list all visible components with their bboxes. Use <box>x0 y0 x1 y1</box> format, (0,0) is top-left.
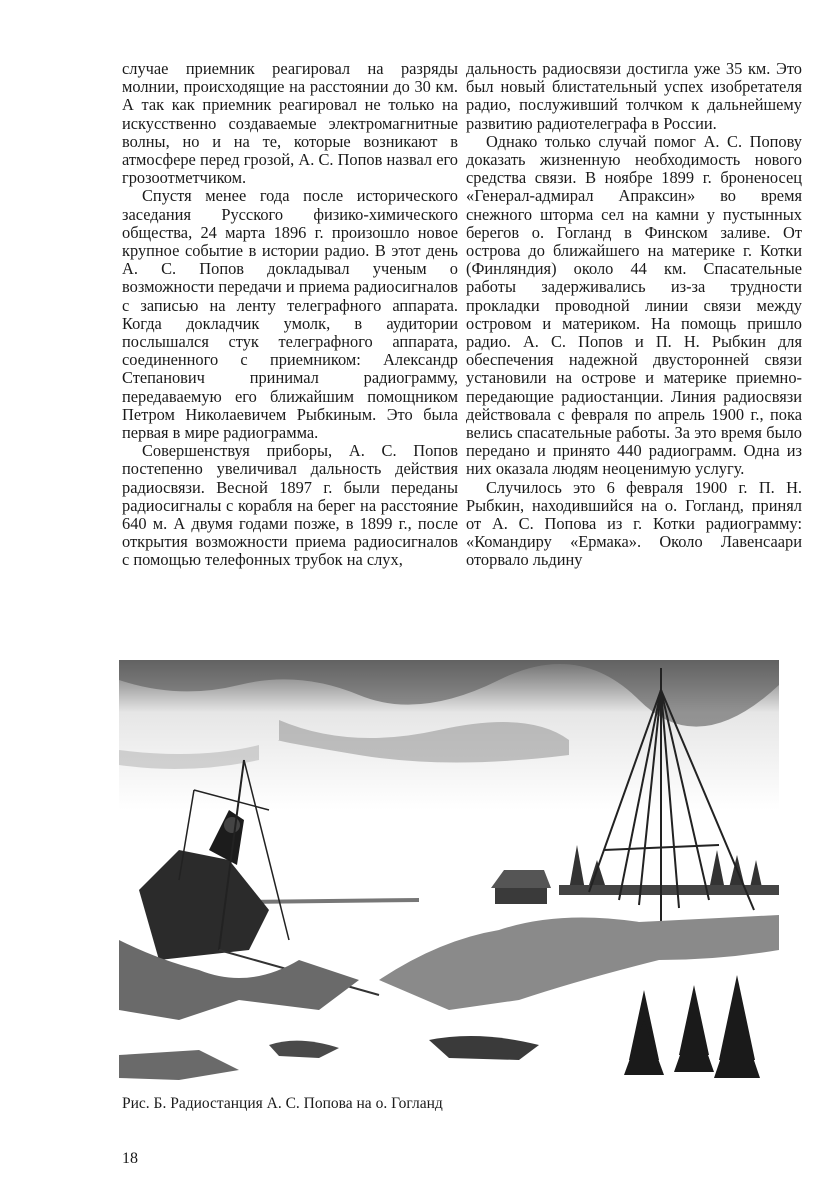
figure-caption: Рис. Б. Радиостанция А. С. Попова на о. Гогланд <box>122 1095 443 1112</box>
paragraph: Совершенствуя приборы, А. С. Попов постепенно увеличивал дальность действия радиосвязи. Весной 1897 г. были переданы радиосигналы с корабля на берег на расстояние 640 м. А двумя годами позже, в 1899 г., после открытия возможности приема радиосигналов с помощью телефонных трубок на слух, <box>122 441 458 570</box>
paragraph: случае приемник реагировал на разряды молнии, происходящие на расстоянии до 30 км. А так как приемник реагировал не только на искусственно создаваемые электромагнитные волны, но и на те, которые возникают в атмосфере перед грозой, А. С. Попов назвал его грозоотметчиком. <box>122 59 458 188</box>
page-number: 18 <box>122 1150 138 1167</box>
illustration-radio-station <box>119 660 779 1085</box>
paragraph: дальность радиосвязи достигла уже 35 км. Это был новый блистательный успех изобретателя радио, послуживший толчком к дальнейшему развитию радиотелеграфа в России. <box>466 59 802 133</box>
left-text-column <box>122 60 458 570</box>
paragraph: Случилось это 6 февраля 1900 г. П. Н. Рыбкин, находившийся на о. Гогланд, принял от А. С. Попова из г. Котки радиограмму: «Командиру «Ермака». Около Лавенсаари оторвало льдину <box>466 477 802 570</box>
paragraph: Спустя менее года после исторического заседания Русского физико-химического общества, 24 марта 1896 г. произошло новое крупное событие в истории радио. В этот день А. С. Попов докладывал ученым о возможности передачи и приема радиосигналов с записью на ленту телеграфного аппарата. Когда докладчик умолк, в аудитории послышался стук телеграфного аппарата, соединенного с приемником: Александр Степанович принимал радиограмму, передаваемую его ближайшим помощником Петром Николаевичем Рыбкиным. Это была первая в мире радиограмма. <box>122 186 458 443</box>
paragraph: Однако только случай помог А. С. Попову доказать жизненную необходимость нового средства связи. В ноябре 1899 г. броненосец «Генерал-адмирал Апраксин» во время снежного шторма сел на камни у пустынных берегов о. Гогланд в Финском заливе. От острова до ближайшего на материке г. Котки (Финляндия) около 44 км. Спасательные работы задерживались из-за трудности прокладки проводной линии связи между островом и материком. На помощь пришло радио. А. С. Попов и П. Н. Рыбкин для обеспечения надежной двусторонней связи установили на острове и материке приемно-передающие радиостанции. Линия радиосвязи действовала с февраля по апрель 1900 г., пока велись спасательные работы. За это время было передано и принято 440 радиограмм. Одна из них оказала людям неоценимую услугу. <box>466 131 802 479</box>
right-text-column <box>466 60 802 570</box>
